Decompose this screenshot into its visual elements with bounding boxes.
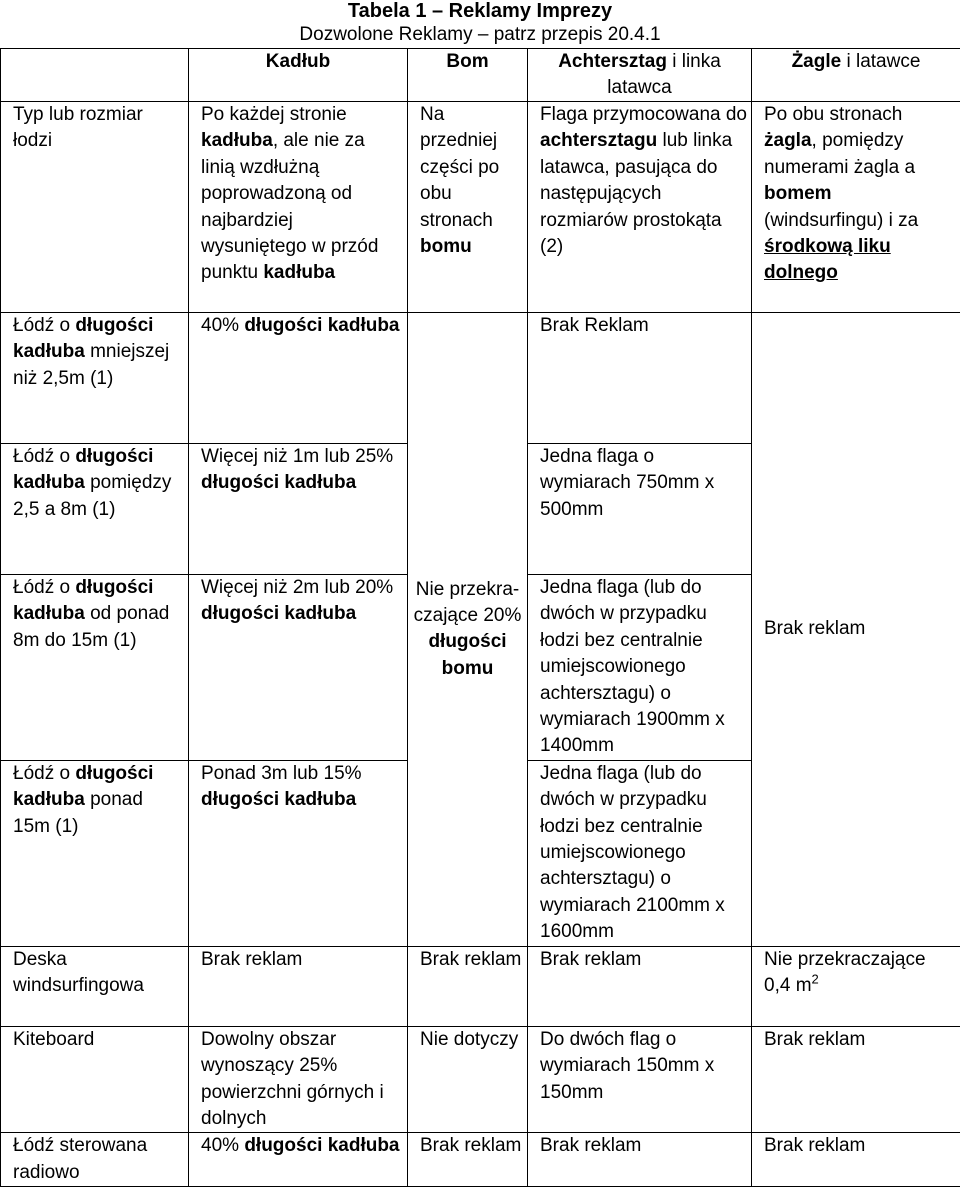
- cell-boom: Nie dotyczy: [408, 1026, 528, 1133]
- advertising-table: [0, 48, 960, 1187]
- table-title: Tabela 1 – Reklamy Imprezy: [0, 0, 960, 22]
- cell-hull: Dowolny obszar wynoszący 25% powierzchni górnych i dolnych: [189, 1026, 408, 1133]
- table-row: [1, 102, 960, 313]
- row-label: Łódź o długości kadłuba pomiędzy 2,5 a 8m (1): [1, 444, 189, 575]
- cell-backstay: Jedna flaga (lub do dwóch w przypadku łodzi bez centralnie umiejscowionego achtersztagu) o wymiarach 1900mm x 1400mm: [528, 575, 752, 761]
- cell-hull: Brak reklam: [189, 946, 408, 1026]
- row-label: Typ lub rozmiar łodzi: [1, 102, 189, 313]
- cell-boom: Brak reklam: [408, 946, 528, 1026]
- cell-sails: Brak reklam: [752, 1026, 960, 1133]
- cell-sails-merged: Brak reklam: [752, 313, 960, 947]
- cell-sails: Brak reklam: [752, 1133, 960, 1187]
- cell-backstay: Flaga przymocowana do achtersztagu lub linka latawca, pasująca do następujących rozmiarów prostokąta (2): [528, 102, 752, 313]
- table-row: [1, 1133, 960, 1187]
- cell-backstay: Brak reklam: [528, 1133, 752, 1187]
- cell-backstay: Brak Reklam: [528, 313, 752, 444]
- cell-sails: Nie przekraczające 0,4 $m^2$: [752, 946, 960, 1026]
- table-row: [1, 1026, 960, 1133]
- row-label: Łódź sterowana radiowo: [1, 1133, 189, 1187]
- cell-hull: Więcej niż 2m lub 20% długości kadłuba: [189, 575, 408, 761]
- cell-hull: Po każdej stronie kadłuba, ale nie za linią wzdłużną poprowadzoną od najbardziej wysuniętego w przód punktu kadłuba: [189, 102, 408, 313]
- cell-backstay: Brak reklam: [528, 946, 752, 1026]
- row-label: Łódź o długości kadłuba od ponad 8m do 15m (1): [1, 575, 189, 761]
- row-label: Kiteboard: [1, 1026, 189, 1133]
- row-label: Łódź o długości kadłuba mniejszej niż 2,5m (1): [1, 313, 189, 444]
- header-empty: [1, 49, 189, 102]
- cell-boom-merged: Nie przekra-czające 20% długości bomu: [408, 313, 528, 947]
- row-label: Deska windsurfingowa: [1, 946, 189, 1026]
- header-row: [1, 49, 960, 102]
- cell-hull: Więcej niż 1m lub 25% długości kadłuba: [189, 444, 408, 575]
- cell-sails: Po obu stronach żagla, pomiędzy numerami żagla a bomem (windsurfingu) i za środkową liku dolnego: [752, 102, 960, 313]
- header-sails: Żagle i latawce: [752, 49, 960, 102]
- cell-hull: 40% długości kadłuba: [189, 1133, 408, 1187]
- cell-backstay: Jedna flaga o wymiarach 750mm x 500mm: [528, 444, 752, 575]
- header-boom: Bom: [408, 49, 528, 102]
- table-subtitle: Dozwolone Reklamy – patrz przepis 20.4.1: [0, 24, 960, 46]
- table-row: [1, 946, 960, 1026]
- cell-hull: 40% długości kadłuba: [189, 313, 408, 444]
- row-label: Łódź o długości kadłuba ponad 15m (1): [1, 760, 189, 946]
- cell-boom: Na przedniej części po obu stronach bomu: [408, 102, 528, 313]
- table-row: [1, 313, 960, 444]
- cell-backstay: Jedna flaga (lub do dwóch w przypadku łodzi bez centralnie umiejscowionego achtersztagu) o wymiarach 2100mm x 1600mm: [528, 760, 752, 946]
- header-hull: Kadłub: [189, 49, 408, 102]
- header-backstay: Achtersztag i linka latawca: [528, 49, 752, 102]
- cell-boom: Brak reklam: [408, 1133, 528, 1187]
- cell-backstay: Do dwóch flag o wymiarach 150mm x 150mm: [528, 1026, 752, 1133]
- cell-hull: Ponad 3m lub 15% długości kadłuba: [189, 760, 408, 946]
